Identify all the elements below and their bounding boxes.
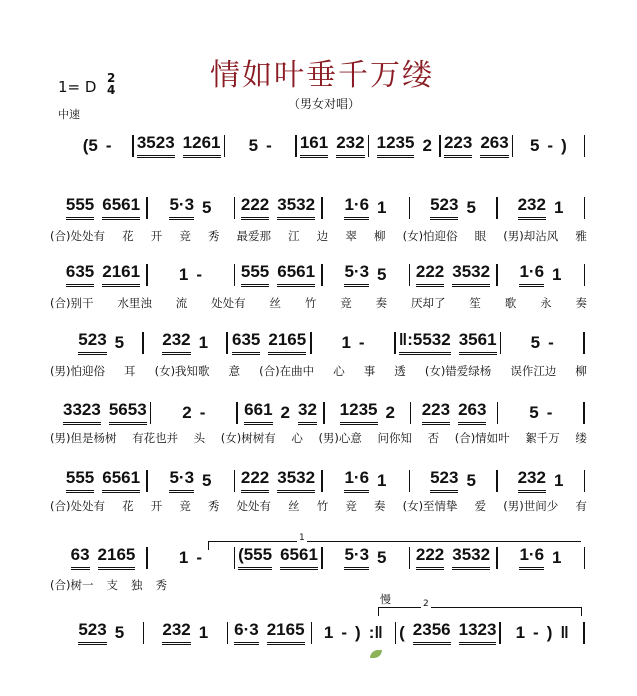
note-group: 555 xyxy=(241,262,269,287)
time-signature xyxy=(107,72,115,96)
note-group: 3532 xyxy=(452,545,490,570)
note-group: 1 xyxy=(178,265,189,284)
measure xyxy=(60,330,142,355)
note-group: 523 xyxy=(78,620,106,645)
lyric: 否 xyxy=(427,431,440,445)
note-group: 635 xyxy=(232,330,260,355)
note-group: 5 xyxy=(530,333,541,352)
measure xyxy=(312,333,394,355)
note-group: ( xyxy=(399,623,405,642)
lyric: 心 xyxy=(291,431,303,445)
measure xyxy=(60,468,146,493)
lyric: 眼 xyxy=(474,229,487,243)
note-group: 5 xyxy=(202,471,212,490)
measure xyxy=(228,620,311,645)
measure xyxy=(410,262,496,287)
measure xyxy=(60,400,150,425)
lyric: 奏 xyxy=(373,499,386,513)
note-group: 5 xyxy=(377,265,387,284)
note-group: 232 xyxy=(162,330,190,355)
lyric: 江 xyxy=(288,229,300,243)
lyric: 翠 xyxy=(345,229,357,243)
lyric: 奏 xyxy=(575,296,587,310)
lyric: 絮千万 xyxy=(525,431,560,445)
note-group: 3532 xyxy=(452,262,490,287)
note-group: 1 xyxy=(198,623,209,642)
note-group: 1·6 xyxy=(344,195,369,220)
note-group: 5 xyxy=(114,333,125,352)
note-group: 1 xyxy=(377,471,387,490)
note-group: 523 xyxy=(78,330,106,355)
notation-row xyxy=(60,620,585,645)
lyric: 开 xyxy=(150,499,163,513)
lyric: 秀 xyxy=(155,578,167,592)
leaf-decoration xyxy=(370,650,382,658)
lyrics-row xyxy=(50,295,587,311)
bar-line xyxy=(584,135,586,157)
note-group: 1235 xyxy=(340,400,378,425)
lyric: 竹 xyxy=(316,499,329,513)
measure xyxy=(410,545,496,570)
note-group: 523 xyxy=(430,468,458,493)
note-group: 5 xyxy=(114,623,125,642)
lyric: 竞 xyxy=(345,499,357,513)
measure xyxy=(410,195,496,220)
measure xyxy=(134,133,224,158)
note-group: 1 xyxy=(553,198,564,217)
bar-line xyxy=(584,264,586,286)
lyric: 雅 xyxy=(575,229,587,243)
measure xyxy=(297,133,368,158)
lyric: (男)世间少 xyxy=(503,499,559,513)
note-group: - xyxy=(199,403,206,422)
lyric: 最爱那 xyxy=(236,229,272,243)
measure xyxy=(225,136,295,158)
lyric: 处处有 xyxy=(236,499,272,513)
note-group: - xyxy=(548,333,554,352)
notation-row xyxy=(62,133,585,158)
lyric: 头 xyxy=(193,431,206,445)
lyrics-row xyxy=(50,363,587,379)
note-group: 1 xyxy=(323,623,334,642)
note-group: 5·3 xyxy=(344,262,369,287)
lyric: 心 xyxy=(333,364,345,378)
lyric: 竞 xyxy=(179,229,191,243)
measure xyxy=(62,136,132,158)
note-group: 3532 xyxy=(277,195,315,220)
lyric: 透 xyxy=(394,364,406,378)
lyric: 奏 xyxy=(375,296,388,310)
lyric: 柳 xyxy=(373,229,386,243)
lyric: 竞 xyxy=(179,499,191,513)
tempo-marking: 中速 xyxy=(58,108,80,121)
notation-row xyxy=(60,330,585,355)
measure xyxy=(323,468,409,493)
measure xyxy=(238,400,323,425)
note-group: ) xyxy=(355,623,361,642)
note-group: 6561 xyxy=(102,468,140,493)
note-group: 6561 xyxy=(102,195,140,220)
note-group: 5 xyxy=(466,471,476,490)
note-group: 232 xyxy=(518,195,546,220)
measure xyxy=(235,545,321,570)
note-group: 2356 xyxy=(413,620,451,645)
lyrics-row xyxy=(50,498,587,514)
measure xyxy=(235,262,321,287)
measure xyxy=(396,620,499,645)
note-group: 1 xyxy=(377,198,387,217)
lyric: 边 xyxy=(316,229,329,243)
lyric: 歌 xyxy=(504,296,517,310)
bar-line xyxy=(583,402,585,424)
lyric: (女)树树有 xyxy=(220,431,276,445)
lyric: (合)别干 xyxy=(50,296,94,310)
song-title: 情如叶垂千万缕 xyxy=(210,58,434,93)
note-group: 6561 xyxy=(280,545,318,570)
note-group: 222 xyxy=(241,195,269,220)
lyric: (女)怕迎俗 xyxy=(402,229,458,243)
measure xyxy=(498,262,584,287)
measure xyxy=(498,545,584,570)
key-signature: 1= D xyxy=(58,78,97,96)
measure xyxy=(323,195,409,220)
note-group: (555 xyxy=(238,545,272,570)
measure xyxy=(148,548,234,570)
time-sig-bottom: 4 xyxy=(107,83,116,97)
note-group: 1 xyxy=(553,471,564,490)
lyric: 竞 xyxy=(340,296,352,310)
note-group: - xyxy=(196,265,203,284)
note-group: 5 xyxy=(377,548,387,567)
note-group: (5 xyxy=(82,136,98,155)
note-group: 222 xyxy=(241,468,269,493)
lyric: (女)错爱绿杨 xyxy=(424,364,492,378)
lyric: 花 xyxy=(122,229,134,243)
lyric: (女)至情挚 xyxy=(402,499,458,513)
lyrics-row xyxy=(50,430,587,446)
note-group: 2165 xyxy=(98,545,136,570)
note-group: 523 xyxy=(430,195,458,220)
lyric: 柳 xyxy=(575,364,587,378)
note-group: 5 xyxy=(248,136,259,155)
lyric: (女)我知歌 xyxy=(154,364,210,378)
note-group: 232 xyxy=(162,620,190,645)
note-group: 1 xyxy=(552,265,562,284)
lyric: (男)心意 xyxy=(318,431,362,445)
lyric: 秀 xyxy=(207,499,220,513)
note-group: 5·3 xyxy=(169,195,194,220)
lyric: 开 xyxy=(150,229,163,243)
lyric: (合)树一 xyxy=(50,578,94,592)
note-group: ‖ xyxy=(560,623,569,642)
measure xyxy=(144,620,227,645)
measure xyxy=(498,468,584,493)
notation-row xyxy=(60,195,585,220)
note-group: 5 xyxy=(529,136,540,155)
note-group: 3532 xyxy=(277,468,315,493)
note-group: 263 xyxy=(458,400,486,425)
measure xyxy=(148,265,234,287)
measure xyxy=(148,195,234,220)
note-group: 1·6 xyxy=(519,545,544,570)
bar-line xyxy=(584,547,586,569)
note-group: 3323 xyxy=(63,400,101,425)
measure xyxy=(369,133,439,158)
lyric: 厌却了 xyxy=(410,296,446,310)
lyric: 事 xyxy=(363,364,376,378)
note-group: 1 xyxy=(515,623,526,642)
slow-marking: 慢 xyxy=(380,593,391,606)
bar-line xyxy=(583,622,585,644)
measure xyxy=(513,136,583,158)
note-group: 1·6 xyxy=(344,468,369,493)
note-group: 1·6 xyxy=(519,262,544,287)
lyric: 水里浊 xyxy=(117,296,152,310)
lyric: 丝 xyxy=(269,296,281,310)
note-group: 2165 xyxy=(267,620,305,645)
note-group: 635 xyxy=(66,262,94,287)
measure xyxy=(323,545,409,570)
note-group: - xyxy=(546,403,553,422)
notation-row xyxy=(60,262,585,287)
lyric: 丝 xyxy=(288,499,300,513)
lyric: 问你知 xyxy=(377,431,413,445)
note-group: 63 xyxy=(71,545,90,570)
note-group: 3561 xyxy=(459,330,497,355)
note-group: 1 xyxy=(198,333,209,352)
note-group: 1323 xyxy=(459,620,497,645)
note-group: 263 xyxy=(480,133,508,158)
lyric: 永 xyxy=(540,296,552,310)
song-subtitle: （男女对唱） xyxy=(288,97,361,111)
bar-line xyxy=(584,197,586,219)
measure xyxy=(410,468,496,493)
measure xyxy=(441,133,512,158)
note-group: :‖ xyxy=(368,623,383,642)
note-group: 555 xyxy=(66,195,94,220)
note-group: 232 xyxy=(336,133,364,158)
note-group: 3523 xyxy=(137,133,175,158)
bar-line xyxy=(584,470,586,492)
note-group: ) xyxy=(561,136,567,155)
measure xyxy=(396,330,500,355)
lyric: 支 xyxy=(106,578,118,592)
note-group: 222 xyxy=(416,262,444,287)
lyric: 误作江边 xyxy=(510,364,557,378)
lyric: 有花也并 xyxy=(132,431,179,445)
lyrics-row xyxy=(50,577,167,593)
lyric: 爱 xyxy=(474,499,487,513)
lyric: (男)但是杨树 xyxy=(50,431,117,445)
note-group: 161 xyxy=(300,133,328,158)
note-group: 6561 xyxy=(277,262,315,287)
volta-bracket-2 xyxy=(378,599,582,616)
note-group: 2161 xyxy=(102,262,140,287)
note-group: 5 xyxy=(529,403,539,422)
lyric: 缕 xyxy=(575,431,587,445)
lyrics-row xyxy=(50,228,587,244)
measure xyxy=(148,468,234,493)
lyric: (男)却沾风 xyxy=(503,229,559,243)
measure xyxy=(323,262,409,287)
volta-2-label: 2 xyxy=(423,599,429,609)
measure xyxy=(144,330,226,355)
measure xyxy=(60,545,146,570)
lyric: 有 xyxy=(575,499,587,513)
note-group: - xyxy=(547,136,554,155)
measure xyxy=(60,262,146,287)
note-group: 5·3 xyxy=(169,468,194,493)
lyric: 秀 xyxy=(207,229,220,243)
note-group: 2 xyxy=(422,136,432,155)
note-group: 1 xyxy=(341,333,351,352)
lyric: 独 xyxy=(130,578,143,592)
note-group: 32 xyxy=(298,400,317,425)
lyric: 意 xyxy=(228,364,241,378)
note-group: - xyxy=(266,136,272,155)
note-group: 2 xyxy=(385,403,395,422)
measure xyxy=(498,195,584,220)
lyric: (合)情如叶 xyxy=(454,431,510,445)
measure xyxy=(151,403,236,425)
note-group: ‖:5532 xyxy=(399,330,451,355)
note-group: 2 xyxy=(182,403,192,422)
lyric: 笙 xyxy=(469,296,481,310)
bar-line xyxy=(583,332,585,354)
volta-1-label: 1 xyxy=(299,533,305,543)
note-group: - xyxy=(196,548,203,567)
note-group: 1 xyxy=(178,548,189,567)
measure xyxy=(228,330,310,355)
note-group: 5653 xyxy=(109,400,147,425)
note-group: - xyxy=(341,623,348,642)
lyric: 竹 xyxy=(304,296,317,310)
measure xyxy=(235,468,321,493)
time-sig-top: 2 xyxy=(107,71,116,85)
note-group: - xyxy=(105,136,112,155)
note-group: 5 xyxy=(466,198,476,217)
note-group: 223 xyxy=(444,133,472,158)
lyric: (合)在曲中 xyxy=(259,364,315,378)
measure xyxy=(411,400,496,425)
measure xyxy=(501,333,583,355)
note-group: 223 xyxy=(422,400,450,425)
note-group: 555 xyxy=(66,468,94,493)
lyric: 花 xyxy=(122,499,134,513)
note-group: 2165 xyxy=(268,330,306,355)
note-group: - xyxy=(533,623,539,642)
note-group: 1235 xyxy=(377,133,415,158)
note-group: 5·3 xyxy=(344,545,369,570)
note-group: 661 xyxy=(244,400,272,425)
note-group: 1261 xyxy=(183,133,221,158)
note-group: 222 xyxy=(416,545,444,570)
measure xyxy=(312,623,395,645)
measure xyxy=(235,195,321,220)
note-group: 5 xyxy=(202,198,212,217)
notation-row xyxy=(60,545,585,570)
lyric: (男)怕迎俗 xyxy=(50,364,105,378)
note-group: 232 xyxy=(518,468,546,493)
lyric: 处处有 xyxy=(211,296,246,310)
measure xyxy=(325,400,410,425)
notation-row xyxy=(60,400,585,425)
measure xyxy=(60,620,143,645)
note-group: ) xyxy=(546,623,553,642)
lyric: (合)处处有 xyxy=(50,499,105,513)
notation-row xyxy=(60,468,585,493)
measure xyxy=(498,403,583,425)
lyric: 流 xyxy=(175,296,188,310)
measure xyxy=(501,623,584,645)
lyric: 耳 xyxy=(124,364,136,378)
note-group: 1 xyxy=(552,548,562,567)
lyric: (合)处处有 xyxy=(50,229,105,243)
measure xyxy=(60,195,146,220)
note-group: 6·3 xyxy=(234,620,259,645)
note-group: 2 xyxy=(280,403,291,422)
note-group: - xyxy=(358,333,365,352)
